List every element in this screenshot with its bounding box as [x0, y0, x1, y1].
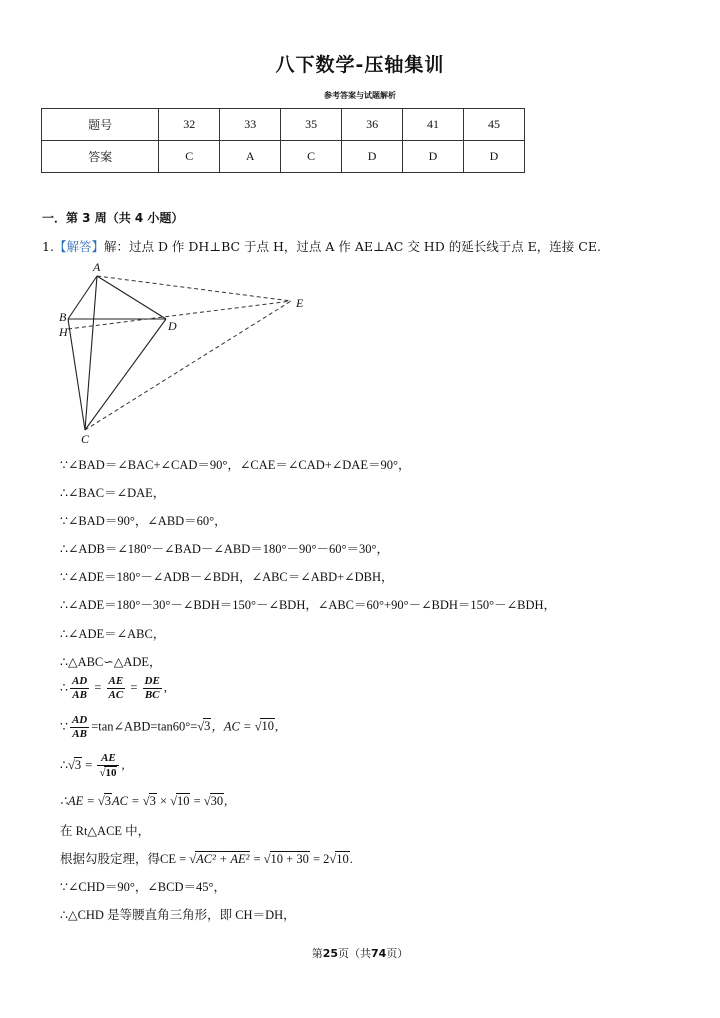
step-12-prefix: ∴AE = √	[60, 794, 105, 808]
segment-ac	[85, 276, 97, 430]
table-cell: D	[403, 141, 464, 173]
equals: = √	[250, 852, 271, 866]
fraction-num: AE	[108, 675, 124, 687]
table-cell: D	[463, 141, 524, 173]
total-pages: 74	[371, 947, 387, 960]
segment-bc	[68, 319, 85, 430]
table-cell: 33	[220, 109, 281, 141]
step-7: ∴∠ADE＝∠ABC，	[60, 627, 166, 641]
step-6: ∴∠ADE＝180°－30°－∠BDH＝150°－∠BDH，∠ABC＝60°+90°－∠BDH＝150°－∠BDH，	[60, 598, 557, 612]
table-cell: C	[281, 141, 342, 173]
step-1: ∵∠BAD＝∠BAC+∠CAD＝90°，∠CAE＝∠CAD+∠DAE＝90°，	[60, 458, 411, 472]
step-9-suffix: ,	[163, 680, 167, 695]
step-11-suffix: ,	[121, 757, 125, 772]
segment-ab	[68, 276, 97, 319]
step-11	[60, 752, 125, 780]
step-9: ∴ $\frac{AD}{AB}$ = $\frac{AE}{AC}$ = $\frac{DE}{BC}$ ,	[60, 675, 167, 701]
step-12-ac: AC = √	[112, 794, 150, 808]
step-16: ∴△CHD 是等腰直角三角形，即 CH＝DH，	[60, 908, 296, 922]
equals: = √	[190, 794, 211, 808]
footer-suffix: 页）	[386, 947, 409, 960]
sqrt-radicand: AC² + AE²	[196, 852, 250, 866]
step-14	[60, 849, 353, 867]
answer-tag: 【解答】	[53, 239, 104, 254]
segment-ce	[85, 301, 291, 430]
step-10-mid: =tan∠ABD=tan60°=	[91, 719, 198, 734]
section-heading: 一．第 3 周（共 4 小题）	[42, 211, 184, 225]
table-row-answers	[42, 141, 525, 173]
step-9-prefix: ∴	[60, 680, 68, 695]
fraction-den: AB	[72, 728, 87, 740]
segment-ae	[97, 276, 291, 301]
equals: =	[82, 757, 96, 772]
segment-ad	[97, 276, 166, 319]
sqrt-radicand: 30	[210, 794, 224, 808]
table-cell: A	[220, 141, 281, 173]
step-10: ∵ $\frac{AD}{AB}$ =tan∠ABD=tan60°=√3，AC = √10,	[60, 714, 279, 740]
page-footer	[0, 945, 720, 961]
fraction-num: AD	[71, 714, 88, 726]
footer-mid: 页（共	[338, 947, 371, 960]
sqrt-radicand: 10	[261, 719, 274, 734]
geometry-figure	[55, 258, 315, 448]
step-12	[60, 793, 227, 809]
segment-dc	[85, 319, 166, 430]
step-10-suffix: ,	[274, 719, 279, 734]
sqrt-radicand: 10	[105, 767, 117, 779]
step-11-prefix: ∴√	[60, 757, 75, 772]
step-4: ∴∠ADB＝∠180°－∠BAD－∠ABD＝180°－90°－60°＝30°，	[60, 542, 390, 556]
label-e: E	[296, 296, 304, 310]
sqrt-radicand: 10	[176, 794, 190, 808]
answer-table	[41, 108, 525, 173]
table-cell: D	[342, 141, 403, 173]
fraction-den: AB	[72, 689, 87, 701]
question-intro	[42, 237, 601, 255]
fraction-den: √10	[99, 767, 117, 779]
fraction-num: DE	[144, 675, 160, 687]
equals: = 2√	[309, 852, 337, 866]
step-10-prefix: ∵	[60, 719, 68, 734]
table-cell: 41	[403, 109, 464, 141]
fraction	[143, 675, 162, 702]
fraction	[70, 714, 89, 741]
page-subtitle: 参考答案与试题解析	[324, 91, 396, 100]
table-cell: 36	[342, 109, 403, 141]
step-2: ∴∠BAC＝∠DAE，	[60, 486, 166, 500]
question-number: 1.	[42, 239, 54, 254]
sqrt-radicand: 3	[149, 794, 156, 808]
fraction-den: BC	[144, 689, 160, 701]
label-h: H	[59, 325, 68, 339]
label-c: C	[81, 432, 90, 446]
step-12-suffix: ,	[224, 794, 228, 808]
intro-text: D 作 DH⊥BC 于点 H，过点 A 作 AE⊥AC 交 HD 的延长线于点 E，连接 CE.	[157, 239, 601, 254]
step-5: ∵∠ADE＝180°－∠ADB－∠BDH，∠ABC＝∠ABD+∠DBH，	[60, 570, 394, 584]
table-row-questions	[42, 109, 525, 141]
step-14-suffix: .	[349, 852, 353, 866]
label-a: A	[93, 260, 101, 274]
fraction-den: AC	[108, 689, 124, 701]
step-8: ∴△ABC∽△ADE，	[60, 655, 162, 669]
times: × √	[156, 794, 177, 808]
intro-prefix: 解：过点	[103, 239, 158, 254]
sqrt-radicand: 3	[204, 719, 211, 734]
step-3: ∵∠BAD＝90°，∠ABD＝60°，	[60, 514, 227, 528]
table-cell: 45	[463, 109, 524, 141]
fraction	[97, 752, 119, 780]
table-cell: C	[159, 141, 220, 173]
table-cell: 题号	[42, 109, 159, 141]
fraction-num: AD	[71, 675, 88, 687]
sqrt-radicand: 10	[336, 852, 349, 866]
step-14-prefix: 根据勾股定理，得CE = √	[60, 852, 197, 866]
sqrt-radicand: 3	[104, 794, 112, 808]
page-number: 25	[322, 947, 338, 960]
table-cell: 35	[281, 109, 342, 141]
step-13: 在 Rt△ACE 中，	[60, 824, 151, 838]
page-title: 八下数学-压轴集训	[275, 54, 445, 76]
fraction-num: AE	[97, 752, 119, 766]
label-b: B	[59, 310, 67, 324]
step-10-ac: ，AC =	[211, 719, 255, 734]
sqrt-radicand: 3	[74, 757, 82, 772]
segment-hde	[68, 301, 291, 329]
step-15: ∵∠CHD＝90°，∠BCD＝45°，	[60, 880, 226, 894]
table-cell: 32	[159, 109, 220, 141]
table-cell: 答案	[42, 141, 159, 173]
fraction	[107, 675, 126, 702]
sqrt-radicand: 10 + 30	[270, 852, 309, 866]
footer-prefix: 第	[311, 947, 323, 960]
label-d: D	[168, 319, 177, 333]
fraction	[70, 675, 89, 702]
